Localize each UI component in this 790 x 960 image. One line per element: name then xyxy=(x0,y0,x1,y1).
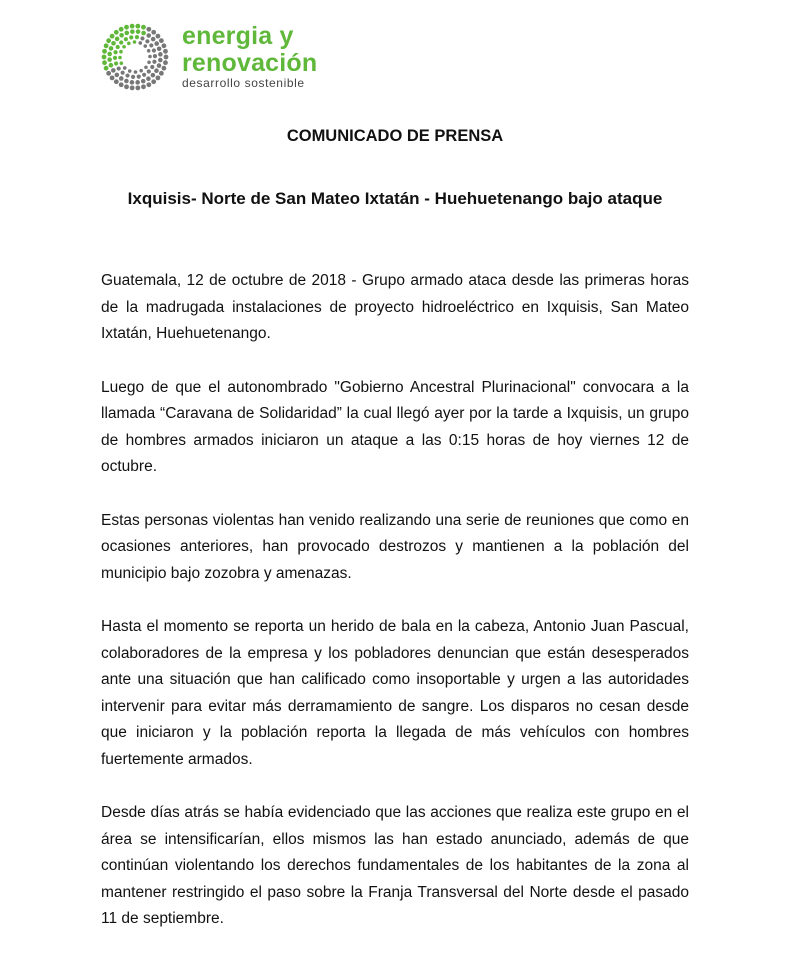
logo-dot xyxy=(144,65,148,69)
logo-dot xyxy=(163,60,168,65)
logo-dot xyxy=(154,68,159,73)
logo-dot xyxy=(124,25,129,30)
logo-dot xyxy=(136,29,141,34)
logo-dot xyxy=(159,71,164,76)
paragraph: Guatemala, 12 de octubre de 2018 - Grupo armado ataca desde las primeras horas de la madrugada instalaciones de proyecto hidroeléctrico en Ixquisis, San Mateo Ixtatán, Huehuetenango. xyxy=(101,272,689,342)
logo-dot xyxy=(152,48,156,52)
logo-dot xyxy=(104,66,109,71)
logo-dot xyxy=(118,56,122,60)
logo-dot xyxy=(152,60,156,64)
logo-dot xyxy=(104,43,109,48)
logo-dot xyxy=(115,37,120,42)
logo-dot xyxy=(114,30,119,35)
logo-dot xyxy=(146,76,151,81)
logo-dot xyxy=(146,27,151,32)
logo-dot xyxy=(147,49,151,53)
logo-dot xyxy=(146,82,151,87)
logo-dot xyxy=(140,36,144,40)
logo-dot xyxy=(106,71,111,76)
logo-dot xyxy=(119,76,124,81)
logo-dot xyxy=(109,63,114,68)
logo-dot xyxy=(107,52,112,57)
logo-dot xyxy=(151,30,156,35)
logo-dot xyxy=(159,38,164,43)
paragraph: Luego de que el autonombrado "Gobierno Ancestral Plurinacional" convocara a la llamada “Caravana de Solidaridad” la cual llegó ayer por la tarde a Ixquisis, un grupo de hombres armados iniciaron un ataque a las 0:15 horas de hoy viernes 12 de octubre. xyxy=(101,378,689,475)
logo-dot xyxy=(156,34,161,39)
logo-dot xyxy=(114,79,119,84)
logo-dot xyxy=(145,39,149,43)
logo-dot xyxy=(114,61,118,65)
logo-dot xyxy=(124,84,129,89)
logo-dot xyxy=(151,73,156,78)
logo-dot xyxy=(141,84,146,89)
logo-dot xyxy=(158,52,163,57)
logo-dot xyxy=(113,56,117,60)
logo-dot xyxy=(111,68,116,73)
logo-dot xyxy=(133,40,137,44)
logo-dot xyxy=(150,65,154,69)
logo-dot xyxy=(146,33,151,38)
company-logo xyxy=(100,18,340,98)
logo-dot xyxy=(130,85,135,90)
paragraph: Hasta el momento se reporta un herido de bala en la cabeza, Antonio Juan Pascual, colaboradores de la empresa y los pobladores denuncian que están desesperados ante una situación que han calificado como insoportable y urgen a las autoridades intervenir para evitar más derramamiento de sangre. Los disparos no cesan desde que iniciaron y la población reporta la llegada de más vehículos con hombres fuertemente armados. xyxy=(101,618,689,768)
logo-dot xyxy=(111,41,116,46)
logo-dot xyxy=(143,44,147,48)
logo-dot xyxy=(119,40,123,44)
logo-dot xyxy=(134,70,138,74)
logo-tagline: desarrollo sostenible xyxy=(182,76,305,90)
logo-dot xyxy=(107,57,112,62)
logo-dot xyxy=(119,50,123,54)
logo-dot xyxy=(141,31,146,36)
logo-dot xyxy=(116,45,120,49)
logo-dot xyxy=(135,80,140,85)
logo-dot xyxy=(158,58,163,63)
logo-dot xyxy=(162,43,167,48)
logo-dot xyxy=(119,27,124,32)
logo-dot xyxy=(129,35,133,39)
logo-dot-ring-icon xyxy=(100,22,170,92)
logo-dot xyxy=(123,66,127,70)
logo-dot xyxy=(151,37,156,42)
logo-dot xyxy=(162,66,167,71)
logo-dot xyxy=(121,71,125,75)
logo-dot xyxy=(119,82,124,87)
logo-dot xyxy=(164,55,169,60)
logo-dot xyxy=(124,31,129,36)
logo-dot xyxy=(122,45,126,49)
logo-dot xyxy=(135,24,140,29)
logo-dot xyxy=(127,42,131,46)
logo-dot xyxy=(102,49,107,54)
logo-dot xyxy=(120,61,124,65)
logo-dot xyxy=(110,75,115,80)
logo-dot xyxy=(130,80,135,85)
logo-dot xyxy=(128,69,132,73)
logo-dot xyxy=(163,49,168,54)
logo-dot xyxy=(106,38,111,43)
logo-dot xyxy=(115,73,120,78)
logo-dot xyxy=(157,63,162,68)
logo-dot xyxy=(138,41,142,45)
paragraph: Estas personas violentas han venido realizando una serie de reuniones que como en ocasiones anteriores, han provocado destrozos y mantienen a la población del municipio bajo zozobra y amenazas. xyxy=(101,511,689,582)
logo-dot xyxy=(157,46,162,51)
logo-dot xyxy=(113,50,117,54)
document-heading: COMUNICADO DE PRENSA xyxy=(286,127,504,145)
logo-dot xyxy=(119,33,124,38)
logo-dot xyxy=(156,75,161,80)
logo-wordmark-line1: energia y xyxy=(182,22,294,50)
logo-wordmark-line2: renovación xyxy=(182,49,318,77)
logo-dot xyxy=(149,43,153,47)
logo-dot xyxy=(151,79,156,84)
logo-dot xyxy=(130,24,135,29)
logo-dot xyxy=(117,66,121,70)
paragraph: Desde días atrás se había evidenciado que las acciones que realiza este grupo en el área se intensificarían, ellos mismos las han estado anunciado, además de que continúan violentando los derechos fundamentales de los habitantes de la zona al mantener restringido el paso sobre la Franja Transversal del Norte desde el pasado 11 de septiembre. xyxy=(101,804,689,927)
logo-dot xyxy=(125,73,129,77)
document-body xyxy=(101,268,689,960)
logo-dot xyxy=(137,75,141,79)
logo-dot xyxy=(147,60,151,64)
logo-dot xyxy=(135,85,140,90)
logo-dot xyxy=(109,46,114,51)
logo-dot xyxy=(153,54,157,58)
logo-dot xyxy=(139,69,143,73)
logo-dot xyxy=(141,25,146,30)
logo-dot xyxy=(130,29,135,34)
logo-dot xyxy=(142,73,146,77)
document-title: Ixquisis- Norte de San Mateo Ixtatán - Huehuetenango bajo ataque xyxy=(127,189,663,208)
logo-dot xyxy=(141,79,146,84)
logo-dot xyxy=(131,75,135,79)
logo-dot xyxy=(148,55,152,59)
logo-dot xyxy=(102,60,107,65)
logo-dot xyxy=(102,55,107,60)
logo-dot xyxy=(154,41,159,46)
logo-dot xyxy=(124,79,129,84)
logo-dot xyxy=(110,34,115,39)
logo-dot xyxy=(135,35,139,39)
logo-dot xyxy=(124,37,128,41)
logo-dot xyxy=(147,69,151,73)
